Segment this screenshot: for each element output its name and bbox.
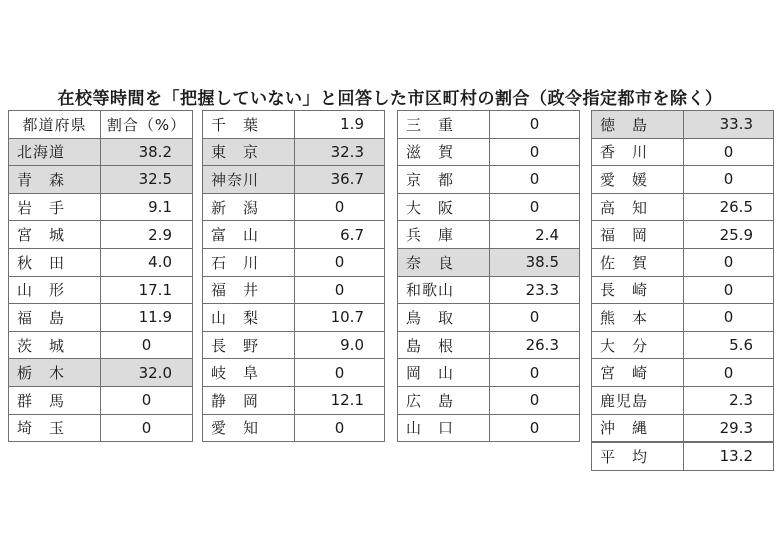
table-row — [203, 111, 385, 139]
table-row — [592, 386, 774, 414]
prefecture-name: 富 山 — [203, 221, 295, 249]
table-row — [9, 193, 193, 221]
header-row — [9, 111, 193, 139]
ratio-value: 0 — [101, 414, 193, 442]
ratio-value: 0 — [101, 386, 193, 414]
ratio-value: 0 — [295, 248, 385, 276]
prefecture-name: 栃 木 — [9, 359, 101, 387]
table-row — [398, 414, 580, 442]
ratio-value: 26.3 — [490, 331, 580, 359]
ratio-value: 33.3 — [684, 111, 774, 139]
ratio-value: 0 — [295, 359, 385, 387]
table-row — [203, 221, 385, 249]
prefecture-table-2 — [202, 110, 385, 442]
ratio-value: 0 — [101, 331, 193, 359]
ratio-value: 9.1 — [101, 193, 193, 221]
ratio-value: 9.0 — [295, 331, 385, 359]
table-row — [9, 166, 193, 194]
table-row — [203, 248, 385, 276]
table-row — [9, 386, 193, 414]
table-row — [592, 359, 774, 387]
prefecture-name: 和歌山 — [398, 276, 490, 304]
header-ratio: 割合（%） — [101, 111, 193, 139]
prefecture-name: 長 野 — [203, 331, 295, 359]
prefecture-name: 滋 賀 — [398, 138, 490, 166]
table-row — [203, 276, 385, 304]
prefecture-name: 宮 崎 — [592, 359, 684, 387]
prefecture-table-3 — [397, 110, 580, 442]
average-label: 平 均 — [592, 442, 684, 470]
prefecture-name: 京 都 — [398, 166, 490, 194]
prefecture-name: 島 根 — [398, 331, 490, 359]
table-row — [203, 193, 385, 221]
table-row — [398, 276, 580, 304]
prefecture-name: 愛 媛 — [592, 166, 684, 194]
ratio-value: 17.1 — [101, 276, 193, 304]
table-row — [9, 331, 193, 359]
ratio-value: 2.4 — [490, 221, 580, 249]
prefecture-name: 三 重 — [398, 111, 490, 139]
prefecture-name: 福 岡 — [592, 221, 684, 249]
header-prefecture: 都道府県 — [9, 111, 101, 139]
table-row — [203, 304, 385, 332]
prefecture-name: 熊 本 — [592, 304, 684, 332]
table-row — [398, 138, 580, 166]
table-row — [398, 166, 580, 194]
table-row — [592, 111, 774, 139]
table-row — [9, 304, 193, 332]
table-row — [9, 414, 193, 442]
table-row — [398, 248, 580, 276]
prefecture-name: 大 阪 — [398, 193, 490, 221]
table-row — [203, 166, 385, 194]
ratio-value: 29.3 — [684, 414, 774, 442]
ratio-value: 5.6 — [684, 331, 774, 359]
ratio-value: 0 — [295, 276, 385, 304]
table-row — [592, 276, 774, 304]
ratio-value: 11.9 — [101, 304, 193, 332]
prefecture-name: 沖 縄 — [592, 414, 684, 442]
ratio-value: 0 — [490, 166, 580, 194]
ratio-value: 25.9 — [684, 221, 774, 249]
table-row — [592, 138, 774, 166]
ratio-value: 10.7 — [295, 304, 385, 332]
ratio-value: 0 — [295, 193, 385, 221]
ratio-value: 0 — [490, 414, 580, 442]
table-row — [398, 359, 580, 387]
prefecture-name: 千 葉 — [203, 111, 295, 139]
ratio-value: 32.0 — [101, 359, 193, 387]
ratio-value: 0 — [490, 359, 580, 387]
table-row — [203, 331, 385, 359]
table-row — [203, 138, 385, 166]
ratio-value: 26.5 — [684, 193, 774, 221]
table-row — [203, 386, 385, 414]
prefecture-name: 宮 城 — [9, 221, 101, 249]
ratio-value: 2.9 — [101, 221, 193, 249]
table-row — [592, 221, 774, 249]
table-row — [398, 111, 580, 139]
table-row — [9, 359, 193, 387]
ratio-value: 32.5 — [101, 166, 193, 194]
table-row — [398, 386, 580, 414]
ratio-value: 6.7 — [295, 221, 385, 249]
ratio-value: 32.3 — [295, 138, 385, 166]
table-row — [203, 359, 385, 387]
prefecture-name: 愛 知 — [203, 414, 295, 442]
prefecture-name: 福 井 — [203, 276, 295, 304]
prefecture-name: 大 分 — [592, 331, 684, 359]
ratio-value: 0 — [295, 414, 385, 442]
prefecture-name: 秋 田 — [9, 248, 101, 276]
table-row — [398, 221, 580, 249]
prefecture-name: 山 梨 — [203, 304, 295, 332]
table-row — [592, 414, 774, 442]
ratio-value: 2.3 — [684, 386, 774, 414]
ratio-value: 1.9 — [295, 111, 385, 139]
prefecture-name: 静 岡 — [203, 386, 295, 414]
ratio-value: 36.7 — [295, 166, 385, 194]
prefecture-name: 奈 良 — [398, 248, 490, 276]
table-row — [398, 193, 580, 221]
prefecture-name: 埼 玉 — [9, 414, 101, 442]
prefecture-name: 岡 山 — [398, 359, 490, 387]
ratio-value: 0 — [684, 276, 774, 304]
ratio-value: 0 — [684, 359, 774, 387]
prefecture-name: 香 川 — [592, 138, 684, 166]
table-row — [398, 331, 580, 359]
prefecture-name: 佐 賀 — [592, 248, 684, 276]
prefecture-name: 広 島 — [398, 386, 490, 414]
prefecture-name: 岩 手 — [9, 193, 101, 221]
prefecture-name: 山 形 — [9, 276, 101, 304]
prefecture-name: 徳 島 — [592, 111, 684, 139]
ratio-value: 0 — [490, 138, 580, 166]
table-row — [203, 414, 385, 442]
prefecture-name: 山 口 — [398, 414, 490, 442]
table-row — [592, 331, 774, 359]
table-row — [592, 304, 774, 332]
prefecture-name: 新 潟 — [203, 193, 295, 221]
ratio-value: 0 — [684, 166, 774, 194]
prefecture-name: 鳥 取 — [398, 304, 490, 332]
ratio-value: 0 — [684, 248, 774, 276]
prefecture-name: 茨 城 — [9, 331, 101, 359]
ratio-value: 0 — [684, 304, 774, 332]
ratio-value: 38.2 — [101, 138, 193, 166]
prefecture-table-1 — [8, 110, 193, 442]
table-row — [592, 166, 774, 194]
prefecture-name: 神奈川 — [203, 166, 295, 194]
table-row — [398, 304, 580, 332]
prefecture-name: 石 川 — [203, 248, 295, 276]
table-row — [9, 248, 193, 276]
table-row — [592, 248, 774, 276]
prefecture-name: 群 馬 — [9, 386, 101, 414]
ratio-value: 0 — [490, 386, 580, 414]
prefecture-name: 青 森 — [9, 166, 101, 194]
prefecture-name: 岐 阜 — [203, 359, 295, 387]
prefecture-name: 兵 庫 — [398, 221, 490, 249]
ratio-value: 0 — [490, 304, 580, 332]
prefecture-name: 福 島 — [9, 304, 101, 332]
average-value: 13.2 — [684, 442, 774, 470]
prefecture-name: 長 崎 — [592, 276, 684, 304]
prefecture-name: 東 京 — [203, 138, 295, 166]
table-title: 在校等時間を「把握していない」と回答した市区町村の割合（政令指定都市を除く） — [57, 89, 723, 109]
table-row — [9, 221, 193, 249]
ratio-value: 0 — [684, 138, 774, 166]
ratio-value: 12.1 — [295, 386, 385, 414]
table-row — [9, 138, 193, 166]
ratio-value: 0 — [490, 111, 580, 139]
ratio-value: 4.0 — [101, 248, 193, 276]
ratio-value: 0 — [490, 193, 580, 221]
table-row — [9, 276, 193, 304]
prefecture-name: 北海道 — [9, 138, 101, 166]
average-row — [592, 442, 774, 470]
prefecture-table-4 — [591, 110, 774, 471]
ratio-value: 23.3 — [490, 276, 580, 304]
prefecture-name: 鹿児島 — [592, 386, 684, 414]
ratio-value: 38.5 — [490, 248, 580, 276]
prefecture-name: 高 知 — [592, 193, 684, 221]
table-row — [592, 193, 774, 221]
